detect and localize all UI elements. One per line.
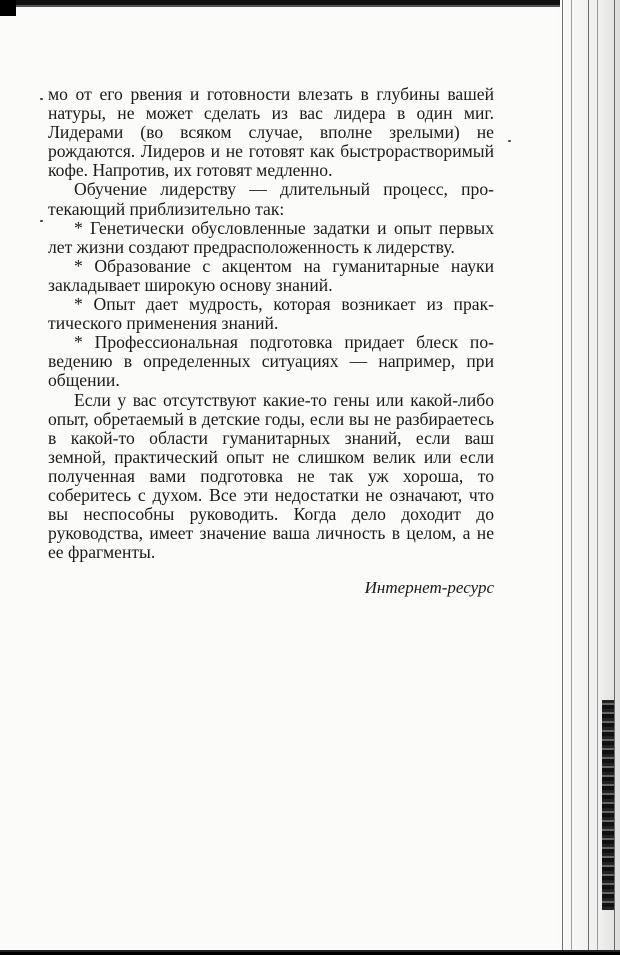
bullet-paragraph: * Генетически обусловленные задатки и опыт первых лет жизни создают предрасположенность к лидерству. <box>48 217 494 257</box>
scan-binding-shadow <box>602 700 614 910</box>
bullet-paragraph: * Профессиональная подготовка придает блеск поведению в определенных ситуациях — например, при общении. <box>48 332 494 391</box>
source-attribution: Интернет-ресурс <box>364 578 494 597</box>
scan-speck <box>40 98 43 100</box>
bullet-paragraph: * Образование с акцентом на гуманитарные науки закладывает широкую основу знаний. <box>48 255 494 295</box>
body-text <box>48 85 494 562</box>
scan-speck <box>508 140 511 142</box>
scan-speck <box>40 220 43 222</box>
scan-top-edge <box>0 0 560 10</box>
scan-corner-mark <box>0 0 16 16</box>
paragraph: мо от его рвения и готовности влезать в глубины вашей натуры, не может сделать из вас лидера в один миг. Лидерами (во всяком случае, вполне зрелыми) не рождаются. Лидеров и не готовят как быстрорастворимый кофе. Напротив, их готовят медленно. <box>48 84 494 181</box>
bullet-paragraph: * Опыт дает мудрость, которая возникает из практического применения знаний. <box>48 294 494 334</box>
paragraph: Если у вас отсутствуют какие-то гены или какой-либо опыт, обретаемый в детские годы, если вы не разбираетесь в какой-то области гуманитарных знаний, если ваш земной, практический опыт не слишком велик или если полученная вами подготовка не так уж хороша, то соберитесь с духом. Все эти недостатки не означают, что вы неспособны руководить. Когда дело доходит до руководства, имеет значение ваша личность в целом, а не ее фрагменты. <box>48 389 494 563</box>
paragraph: Обучение лидерству — длительный процесс, протекающий приблизительно так: <box>48 179 494 219</box>
scan-bottom-edge <box>0 948 620 955</box>
